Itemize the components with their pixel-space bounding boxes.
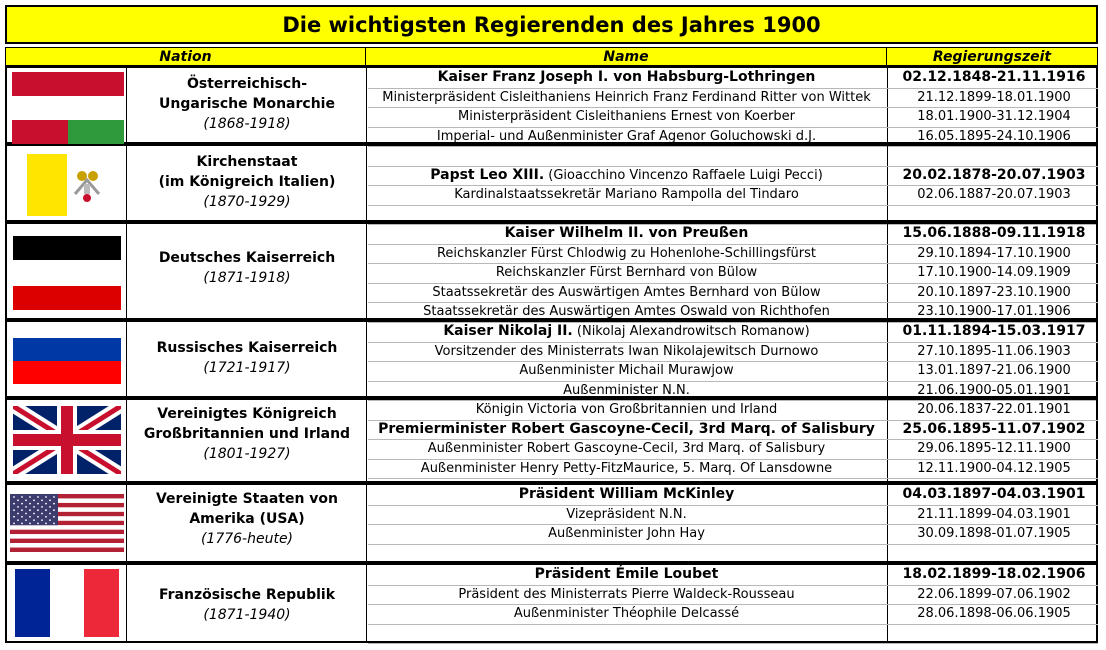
ruler-name-text: Präsident des Ministerrats Pierre Waldeck-Rousseau [458, 586, 795, 602]
page-title: Die wichtigsten Regierenden des Jahres 1900 [5, 5, 1098, 44]
nation-label: Amerika (USA) [189, 511, 305, 527]
ruler-name-bold: Papst Leo XIII. [430, 166, 545, 183]
reign-period: 20.06.1837-22.01.1901 [917, 402, 1071, 417]
nation-years: (1870-1929) [203, 194, 291, 210]
reign-period: 29.10.1894-17.10.1900 [917, 245, 1071, 261]
nation-block [5, 144, 1098, 222]
nation-label: Französische Republik [158, 587, 336, 603]
ruler-name-bold: Kaiser Nikolaj II. [443, 323, 573, 339]
reign-period: 20.10.1897-23.10.1900 [917, 284, 1071, 300]
nation-years: (1801-1927) [203, 446, 291, 462]
reign-period: 04.03.1897-04.03.1901 [902, 486, 1086, 502]
ruler-name [367, 505, 886, 524]
nation-label: (im Königreich Italien) [158, 174, 336, 190]
table-row [368, 147, 1098, 167]
nation-years: (1721-1917) [203, 360, 291, 376]
nation-label: Kirchenstaat [196, 154, 298, 170]
nation-label: Großbritannien und Irland [143, 426, 351, 442]
russian-empire-flag-icon [13, 338, 121, 388]
ruler-name-text: Außenminister Michail Murawjow [519, 363, 734, 378]
ruler-name-bold: Premierminister Robert Gascoyne-Cecil, 3rd Marq. of Salisbury [378, 420, 875, 437]
reign-period: 21.11.1899-04.03.1901 [917, 506, 1071, 522]
ruler-name-bold: Kaiser Wilhelm II. von Preußen [504, 225, 749, 241]
ruler-name [367, 439, 886, 458]
reign-period: 25.06.1895-11.07.1902 [902, 420, 1086, 437]
ruler-name-bold: Präsident William McKinley [518, 486, 735, 502]
ruler-name [367, 485, 886, 504]
table-row [368, 545, 1098, 565]
reign-period: 22.06.1899-07.06.1902 [917, 586, 1071, 602]
austria-hungary-flag-icon [12, 72, 124, 148]
table-sheet [5, 5, 1100, 643]
reign-period: 13.01.1897-21.06.1900 [917, 363, 1071, 378]
reign-period: 16.05.1895-24.10.1906 [917, 128, 1071, 144]
nation-name [127, 585, 367, 625]
ruler-name [367, 127, 886, 146]
reign-period: 17.10.1900-14.09.1909 [917, 265, 1071, 280]
header-period: Regierungszeit [886, 47, 1098, 66]
ruler-name [367, 361, 886, 380]
ruler-name-text: Außenminister Henry Petty-FitzMaurice, 5. Marq. Of Lansdowne [420, 460, 833, 476]
ruler-name-text: Kardinalstaatssekretär Mariano Rampolla del Tindaro [454, 187, 799, 202]
reign-period: 01.11.1894-15.03.1917 [902, 323, 1086, 339]
ruler-name-bold: Kaiser Franz Joseph I. von Habsburg-Lothringen [437, 69, 816, 85]
nation-block [5, 320, 1098, 398]
nation-label: Vereinigtes Königreich [157, 406, 337, 422]
ruler-name-text: Ministerpräsident Cisleithaniens Heinrich Franz Ferdinand Ritter von Wittek [382, 89, 871, 105]
reign-period: 18.02.1899-18.02.1906 [902, 566, 1086, 582]
ruler-name-text: Ministerpräsident Cisleithaniens Ernest von Koerber [458, 109, 795, 124]
ruler-name-text: Außenminister Robert Gascoyne-Cecil, 3rd Marq. of Salisbury [427, 441, 826, 456]
nation-name [127, 404, 367, 464]
ruler-name-text: Vizepräsident N.N. [566, 506, 687, 522]
nation-name [127, 338, 367, 378]
united-kingdom-flag-icon [13, 406, 121, 478]
ruler-name [367, 322, 886, 341]
nation-label: Deutsches Kaiserreich [158, 250, 336, 266]
nation-label: Russisches Kaiserreich [156, 340, 338, 356]
reign-period: 21.12.1899-18.01.1900 [917, 89, 1071, 105]
nation-label: Ungarische Monarchie [159, 96, 335, 112]
nation-block [5, 398, 1098, 483]
nation-years: (1868-1918) [203, 116, 291, 132]
nation-block [5, 222, 1098, 320]
reign-period: 02.12.1848-21.11.1916 [902, 69, 1086, 85]
ruler-name [367, 420, 886, 439]
ruler-name [367, 283, 886, 302]
usa-flag-icon [10, 494, 124, 556]
ruler-name-text: Staatssekretär des Auswärtigen Amtes Bernhard von Bülow [432, 284, 821, 300]
ruler-name [367, 68, 886, 87]
ruler-name [367, 107, 886, 126]
ruler-name [367, 585, 886, 604]
nation-years: (1871-1940) [203, 607, 291, 623]
ruler-name-bold: Präsident Émile Loubet [534, 566, 719, 582]
nation-block [5, 66, 1098, 144]
ruler-name [367, 565, 886, 584]
ruler-name [367, 459, 886, 478]
ruler-name [367, 224, 886, 243]
reign-period: 28.06.1898-06.06.1905 [917, 606, 1071, 621]
ruler-name [367, 342, 886, 361]
ruler-name [367, 166, 886, 185]
header-name: Name [365, 47, 887, 66]
reign-period: 02.06.1887-20.07.1903 [917, 187, 1071, 202]
ruler-name-text: (Gioacchino Vincenzo Raffaele Luigi Pecci) [544, 167, 823, 183]
reign-period: 15.06.1888-09.11.1918 [902, 225, 1086, 241]
ruler-name [367, 244, 886, 263]
ruler-name-text: Außenminister Théophile Delcassé [513, 606, 740, 621]
ruler-name [367, 381, 886, 400]
nation-block [5, 563, 1098, 643]
france-flag-icon [15, 569, 119, 641]
nation-block [5, 483, 1098, 563]
nation-years: (1871-1918) [203, 270, 291, 286]
reign-period: 12.11.1900-04.12.1905 [917, 460, 1071, 476]
ruler-name [367, 604, 886, 623]
ruler-name-text: Außenminister N.N. [563, 382, 690, 398]
ruler-name [367, 88, 886, 107]
nation-years: (1776-heute) [200, 531, 294, 547]
ruler-name [367, 185, 886, 204]
nation-name [127, 74, 367, 134]
ruler-name [367, 524, 886, 543]
papal-states-flag-icon [27, 154, 107, 220]
ruler-name-text: Vorsitzender des Ministerrats Iwan Nikolajewitsch Durnowo [434, 343, 819, 359]
ruler-name-text: Imperial- und Außenminister Graf Agenor Goluchowski d.J. [436, 128, 817, 144]
ruler-name [367, 263, 886, 282]
ruler-name-text: (Nikolaj Alexandrowitsch Romanow) [572, 324, 810, 339]
reign-period: 23.10.1900-17.01.1906 [917, 304, 1071, 319]
table-row [368, 625, 1098, 645]
nation-name [127, 489, 367, 549]
reign-period: 20.02.1878-20.07.1903 [902, 166, 1086, 183]
ruler-name-text: Reichskanzler Fürst Bernhard von Bülow [495, 265, 758, 280]
ruler-name-text: Reichskanzler Fürst Chlodwig zu Hohenlohe-Schillingsfürst [436, 245, 817, 261]
reign-period: 21.06.1900-05.01.1901 [917, 382, 1071, 398]
reign-period: 29.06.1895-12.11.1900 [917, 441, 1071, 456]
ruler-name-text: Königin Victoria von Großbritannien und Irland [475, 402, 778, 417]
nation-label: Vereinigte Staaten von [155, 491, 339, 507]
nation-name [127, 152, 367, 212]
reign-period: 18.01.1900-31.12.1904 [917, 109, 1071, 124]
header-nation: Nation [5, 47, 366, 66]
ruler-name-text: Staatssekretär des Auswärtigen Amtes Oswald von Richthofen [423, 304, 830, 319]
reign-period: 27.10.1895-11.06.1903 [917, 343, 1071, 359]
ruler-name [367, 302, 886, 321]
german-empire-flag-icon [13, 236, 121, 314]
nation-label: Österreichisch- [187, 76, 307, 92]
ruler-name-text: Außenminister John Hay [548, 526, 705, 541]
reign-period: 30.09.1898-01.07.1905 [917, 526, 1071, 541]
nation-name [127, 248, 367, 288]
ruler-name [367, 400, 886, 419]
